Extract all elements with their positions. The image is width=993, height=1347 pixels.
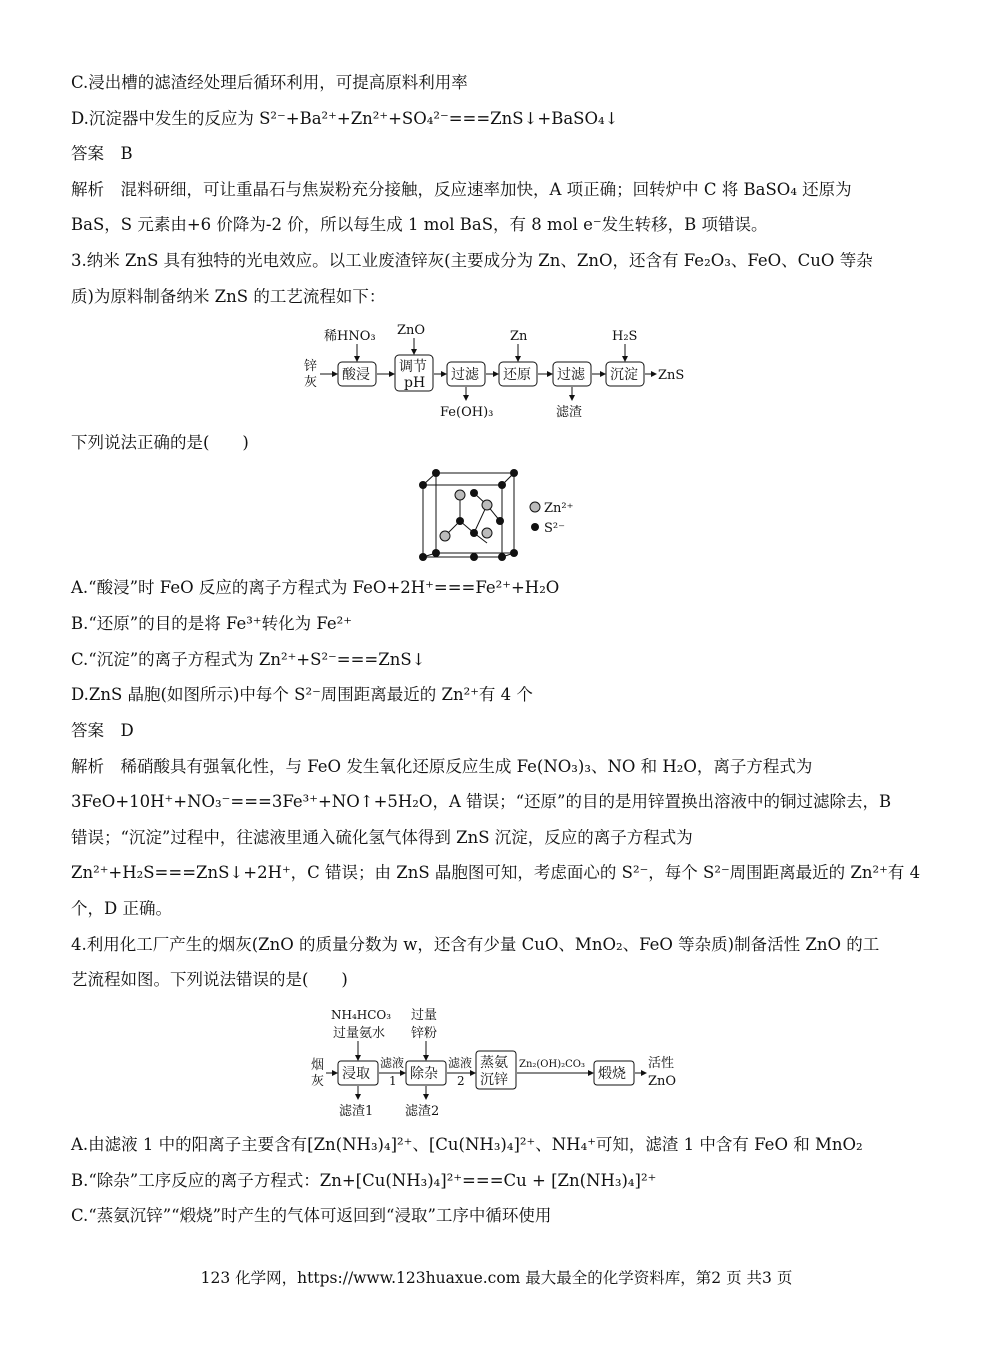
- zns-crystal-cell-diagram: [412, 465, 587, 565]
- flow1-reagent-zno: ZnO: [397, 323, 426, 338]
- zn-ion: [482, 500, 492, 510]
- svg-text:灰: 灰: [304, 375, 318, 390]
- flow2-intermediate: Zn₂(OH)₂CO₃: [519, 1059, 585, 1070]
- analysis-2-line2: BaS，S 元素由+6 价降为-2 价，所以每生成 1 mol BaS，有 8 mol e⁻发生转移，B 项错误。: [71, 215, 768, 234]
- flow2-filtrate-1: 滤液: [380, 1056, 405, 1070]
- flow2-filtrate-2: 滤液: [448, 1056, 473, 1070]
- s-ion: [510, 549, 518, 557]
- analysis-3-line2: 3FeO+10H⁺+NO₃⁻===3Fe³⁺+NO↑+5H₂O，A 错误；“还原”的目的是用锌置换出溶液中的铜过滤除去，B: [71, 792, 892, 811]
- question-4-line1: 4.利用化工厂产生的烟灰(ZnO 的质量分数为 w，还含有少量 CuO、MnO₂、FeO 等杂质)制备活性 ZnO 的工: [71, 935, 880, 954]
- s-ion: [498, 481, 506, 489]
- s-ion: [510, 469, 518, 477]
- s-ion: [432, 469, 440, 477]
- s-ion: [470, 489, 478, 497]
- flow2-reagent-zinc: 锌粉: [411, 1026, 438, 1041]
- svg-text:2: 2: [457, 1074, 465, 1088]
- flow1-output-residue: 滤渣: [556, 405, 583, 420]
- flow2-reagent-ammonia: 过量氨水: [333, 1026, 386, 1041]
- analysis-3-line1: 解析 稀硝酸具有强氧化性，与 FeO 发生氧化还原反应生成 Fe(NO₃)₃、NO 和 H₂O，离子方程式为: [71, 757, 813, 776]
- svg-text:1: 1: [389, 1074, 397, 1088]
- line-option-d-prev: D.沉淀器中发生的反应为 S²⁻+Ba²⁺+Zn²⁺+SO₄²⁻===ZnS↓+BaSO₄↓: [71, 109, 619, 128]
- svg-text:过滤: 过滤: [451, 367, 479, 383]
- answer-2: 答案 B: [71, 144, 133, 163]
- s-ion: [419, 553, 427, 561]
- svg-text:还原: 还原: [503, 367, 531, 383]
- zn-ion: [455, 490, 465, 500]
- flow2-residue-1: 滤渣1: [339, 1104, 374, 1119]
- question-3-line1: 3.纳米 ZnS 具有独特的光电效应。以工业废渣锌灰(主要成分为 Zn、ZnO，还含有 Fe₂O₃、FeO、CuO 等杂: [71, 251, 873, 270]
- flow2-reagent-excess: 过量: [411, 1008, 438, 1023]
- s-ion: [419, 481, 427, 489]
- analysis-3-line3: 错误；“沉淀”过程中，往滤液里通入硫化氢气体得到 ZnS 沉淀，反应的离子方程式为: [71, 828, 693, 847]
- question-4-option-c: C.“蒸氨沉锌”“煅烧”时产生的气体可返回到“浸取”工序中循环使用: [71, 1206, 552, 1225]
- legend-s: S²⁻: [544, 521, 565, 536]
- svg-text:除杂: 除杂: [410, 1066, 438, 1082]
- analysis-2-line1: 解析 混料研细，可让重晶石与焦炭粉充分接触，反应速率加快，A 项正确；回转炉中 C 将 BaSO₄ 还原为: [71, 180, 852, 199]
- s-ion: [456, 517, 464, 525]
- svg-text:沉锌: 沉锌: [480, 1072, 508, 1088]
- page-footer: 123 化学网，https://www.123huaxue.com 最大最全的化学资料库，第2 页 共3 页: [200, 1269, 793, 1287]
- flow1-output-feoh3: Fe(OH)₃: [440, 405, 494, 420]
- svg-text:pH: pH: [404, 375, 426, 391]
- s-ion: [470, 529, 478, 537]
- flow2-product: 活性: [648, 1056, 675, 1071]
- zn-ion: [440, 531, 450, 541]
- answer-3: 答案 D: [71, 721, 134, 740]
- flow2-residue-2: 滤渣2: [405, 1104, 440, 1119]
- flow2-reagent-nh4hco3: NH₄HCO₃: [331, 1008, 392, 1022]
- s-ion: [496, 517, 504, 525]
- process-flow-diagram-2: [305, 1003, 690, 1125]
- process-flow-diagram-1: [300, 318, 700, 426]
- question-4-option-a: A.由滤液 1 中的阳离子主要含有[Zn(NH₃)₄]²⁺、[Cu(NH₃)₄]²⁺、NH₄⁺可知，滤渣 1 中含有 FeO 和 MnO₂: [71, 1135, 863, 1154]
- svg-text:酸浸: 酸浸: [342, 367, 370, 383]
- zn-ion: [482, 528, 492, 538]
- s-ion: [498, 553, 506, 561]
- question-4-line2: 艺流程如图。下列说法错误的是( ): [71, 970, 348, 989]
- flow1-start: 锌: [304, 359, 318, 374]
- s-ion: [470, 553, 478, 561]
- question-3-prompt: 下列说法正确的是( ): [71, 433, 249, 452]
- question-3-option-b: B.“还原”的目的是将 Fe³⁺转化为 Fe²⁺: [71, 614, 352, 633]
- question-3-option-d: D.ZnS 晶胞(如图所示)中每个 S²⁻周围距离最近的 Zn²⁺有 4 个: [71, 685, 533, 704]
- svg-text:煅烧: 煅烧: [598, 1066, 626, 1082]
- flow1-reagent-hno3: 稀HNO₃: [324, 329, 376, 344]
- flow1-reagent-h2s: H₂S: [612, 329, 638, 344]
- question-3-line2: 质)为原料制备纳米 ZnS 的工艺流程如下：: [71, 287, 386, 306]
- svg-text:烟: 烟: [311, 1058, 325, 1073]
- line-option-c-prev: C.浸出槽的滤渣经处理后循环利用，可提高原料利用率: [71, 73, 468, 92]
- question-4-option-b: B.“除杂”工序反应的离子方程式：Zn+[Cu(NH₃)₄]²⁺===Cu + [Zn(NH₃)₄]²⁺: [71, 1171, 657, 1190]
- svg-text:调节: 调节: [399, 359, 427, 375]
- svg-text:浸取: 浸取: [342, 1066, 370, 1082]
- s-ion: [432, 549, 440, 557]
- question-3-option-c: C.“沉淀”的离子方程式为 Zn²⁺+S²⁻===ZnS↓: [71, 650, 426, 669]
- flow1-reagent-zn: Zn: [510, 329, 528, 344]
- svg-text:蒸氨: 蒸氨: [480, 1055, 508, 1071]
- svg-text:过滤: 过滤: [557, 367, 585, 383]
- analysis-3-line5: 个，D 正确。: [71, 899, 172, 918]
- legend-zn: Zn²⁺: [544, 501, 574, 516]
- analysis-3-line4: Zn²⁺+H₂S===ZnS↓+2H⁺，C 错误；由 ZnS 晶胞图可知，考虑面心的 S²⁻，每个 S²⁻周围距离最近的 Zn²⁺有 4: [71, 863, 921, 882]
- question-3-option-a: A.“酸浸”时 FeO 反应的离子方程式为 FeO+2H⁺===Fe²⁺+H₂O: [71, 578, 560, 597]
- svg-text:灰: 灰: [311, 1074, 325, 1089]
- svg-text:ZnO: ZnO: [648, 1074, 677, 1089]
- flow1-product: ZnS: [658, 368, 685, 383]
- svg-text:沉淀: 沉淀: [610, 367, 638, 383]
